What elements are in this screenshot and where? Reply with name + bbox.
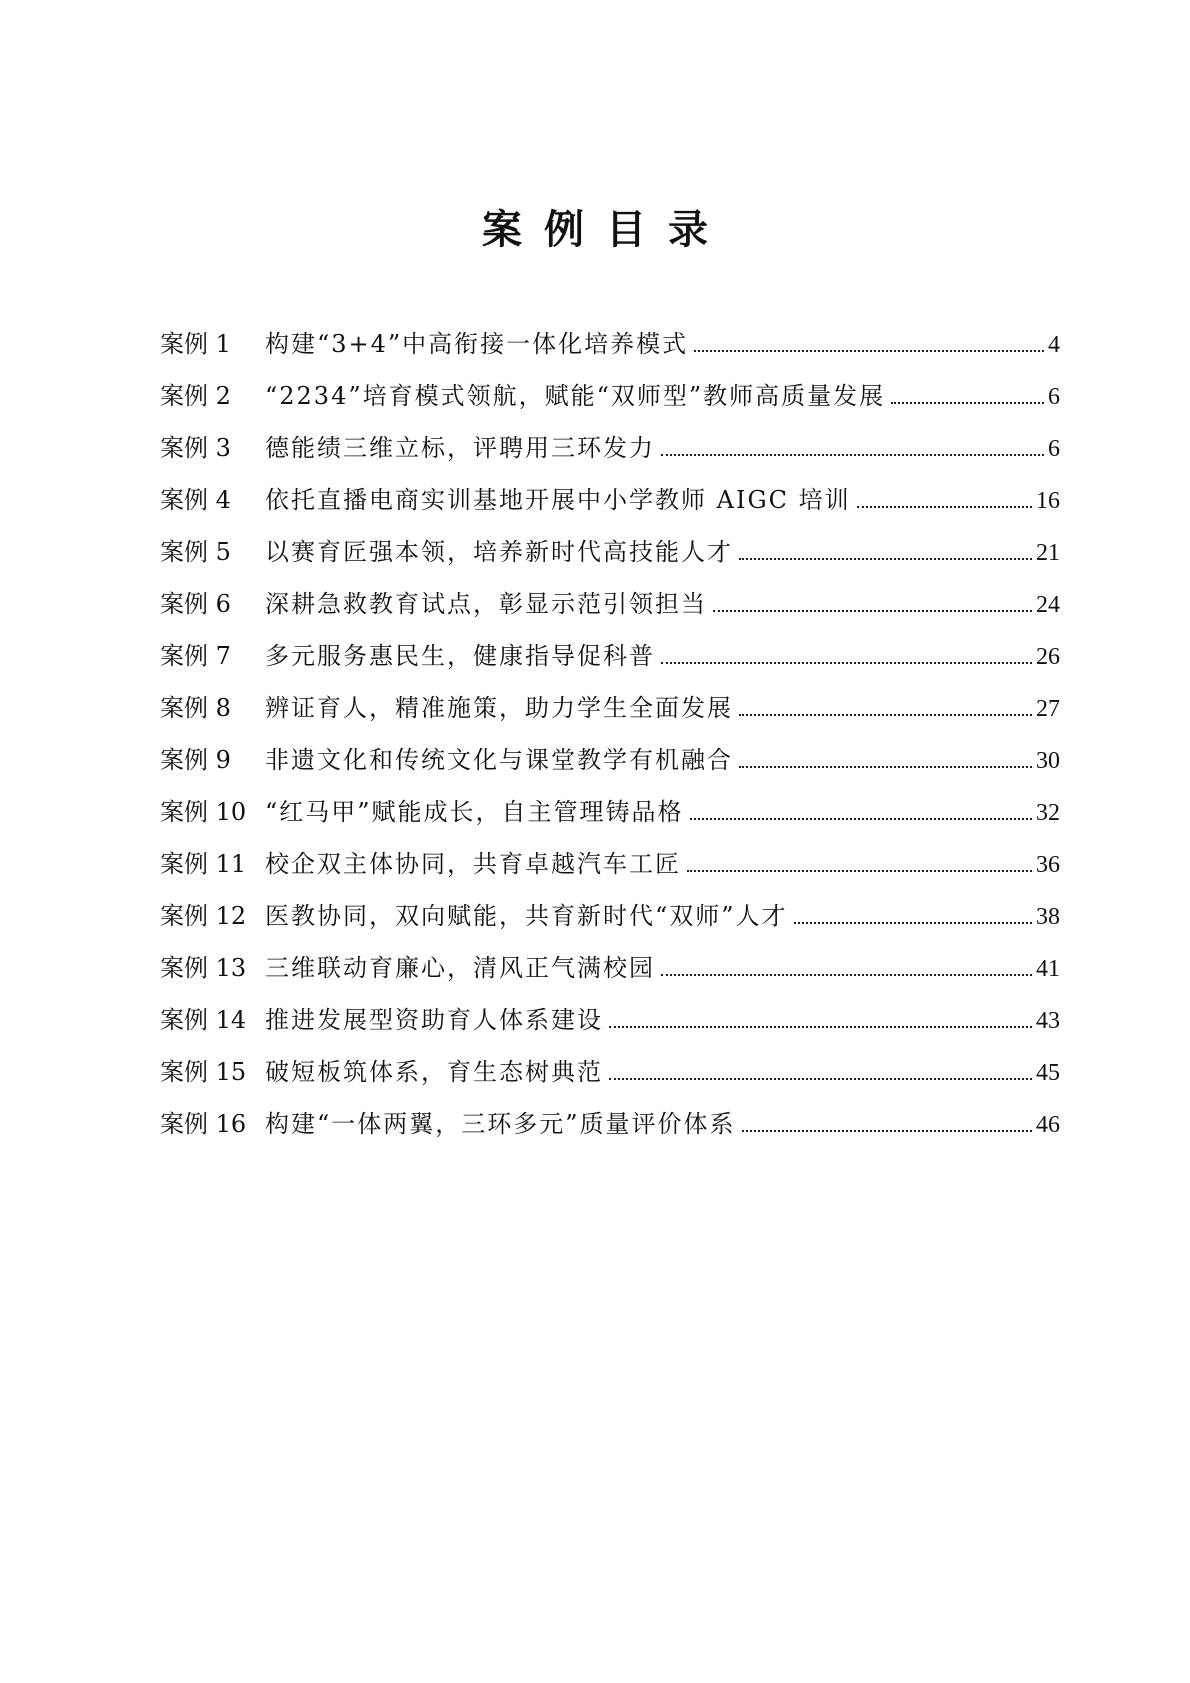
dot-leader: [857, 506, 1032, 508]
toc-entry-1[interactable]: [160, 328, 1060, 380]
case-title: 校企双主体协同，共育卓越汽车工匠: [265, 850, 681, 878]
toc-entry-13[interactable]: [160, 952, 1060, 1004]
page-number: 26: [1036, 644, 1060, 670]
page-number: 30: [1036, 748, 1060, 774]
case-title: 深耕急救教育试点，彰显示范引领担当: [265, 590, 707, 618]
dot-leader: [694, 350, 1044, 352]
dot-leader: [739, 558, 1032, 560]
page-number: 45: [1036, 1060, 1060, 1086]
toc-entry-15[interactable]: [160, 1056, 1060, 1108]
case-label: 案例 15: [160, 1058, 247, 1086]
toc-entry-10[interactable]: [160, 796, 1060, 848]
case-label: 案例 16: [160, 1110, 247, 1138]
case-title: 医教协同，双向赋能，共育新时代“双师”人才: [265, 902, 788, 930]
case-label: 案例 3: [160, 434, 231, 462]
dot-leader: [661, 662, 1032, 664]
toc-entry-4[interactable]: [160, 484, 1060, 536]
case-title: 破短板筑体系，育生态树典范: [265, 1058, 603, 1086]
page-number: 4: [1048, 332, 1060, 358]
page-number: 24: [1036, 592, 1060, 618]
case-title: 依托直播电商实训基地开展中小学教师 AIGC 培训: [265, 486, 851, 514]
page-number: 21: [1036, 540, 1060, 566]
case-label: 案例 4: [160, 486, 231, 514]
page-number: 41: [1036, 956, 1060, 982]
case-label: 案例 7: [160, 642, 231, 670]
toc-entry-9[interactable]: [160, 744, 1060, 796]
case-label: 案例 1: [160, 330, 231, 358]
dot-leader: [713, 610, 1032, 612]
page-number: 16: [1036, 488, 1060, 514]
page-number: 46: [1036, 1112, 1060, 1138]
dot-leader: [661, 974, 1032, 976]
dot-leader: [739, 714, 1032, 716]
case-title: 三维联动育廉心，清风正气满校园: [265, 954, 655, 982]
dot-leader: [742, 1130, 1032, 1132]
dot-leader: [739, 766, 1032, 768]
case-title: 构建“3+4”中高衔接一体化培养模式: [265, 330, 689, 358]
case-label: 案例 12: [160, 902, 247, 930]
toc-entry-5[interactable]: [160, 536, 1060, 588]
case-title: 德能绩三维立标，评聘用三环发力: [265, 434, 655, 462]
page-number: 38: [1036, 904, 1060, 930]
toc-entry-6[interactable]: [160, 588, 1060, 640]
dot-leader: [891, 402, 1044, 404]
case-label: 案例 8: [160, 694, 231, 722]
dot-leader: [690, 818, 1032, 820]
case-label: 案例 6: [160, 590, 231, 618]
toc-entry-8[interactable]: [160, 692, 1060, 744]
case-label: 案例 10: [160, 798, 247, 826]
case-title: 推进发展型资助育人体系建设: [265, 1006, 603, 1034]
dot-leader: [687, 870, 1032, 872]
page-number: 27: [1036, 696, 1060, 722]
page-number: 36: [1036, 852, 1060, 878]
case-title: 以赛育匠强本领，培养新时代高技能人才: [265, 538, 733, 566]
table-of-contents: [160, 328, 1060, 1160]
dot-leader: [794, 922, 1032, 924]
dot-leader: [661, 454, 1044, 456]
page-number: 43: [1036, 1008, 1060, 1034]
dot-leader: [609, 1078, 1032, 1080]
page-title: 案例目录: [482, 206, 730, 253]
case-label: 案例 5: [160, 538, 231, 566]
toc-entry-16[interactable]: [160, 1108, 1060, 1160]
case-label: 案例 9: [160, 746, 231, 774]
case-title: 多元服务惠民生，健康指导促科普: [265, 642, 655, 670]
case-title: 非遗文化和传统文化与课堂教学有机融合: [265, 746, 733, 774]
page-number: 32: [1036, 800, 1060, 826]
page-number: 6: [1048, 436, 1060, 462]
toc-entry-12[interactable]: [160, 900, 1060, 952]
toc-entry-14[interactable]: [160, 1004, 1060, 1056]
case-title: 辨证育人，精准施策，助力学生全面发展: [265, 694, 733, 722]
dot-leader: [609, 1026, 1032, 1028]
page-number: 6: [1048, 384, 1060, 410]
case-title: “红马甲”赋能成长，自主管理铸品格: [265, 798, 684, 826]
case-label: 案例 13: [160, 954, 247, 982]
toc-entry-11[interactable]: [160, 848, 1060, 900]
case-title: 构建“一体两翼，三环多元”质量评价体系: [265, 1110, 736, 1138]
case-label: 案例 2: [160, 382, 231, 410]
toc-entry-2[interactable]: [160, 380, 1060, 432]
toc-entry-3[interactable]: [160, 432, 1060, 484]
case-label: 案例 14: [160, 1006, 247, 1034]
toc-entry-7[interactable]: [160, 640, 1060, 692]
case-label: 案例 11: [160, 850, 247, 878]
case-title: “2234”培育模式领航，赋能“双师型”教师高质量发展: [265, 382, 886, 410]
